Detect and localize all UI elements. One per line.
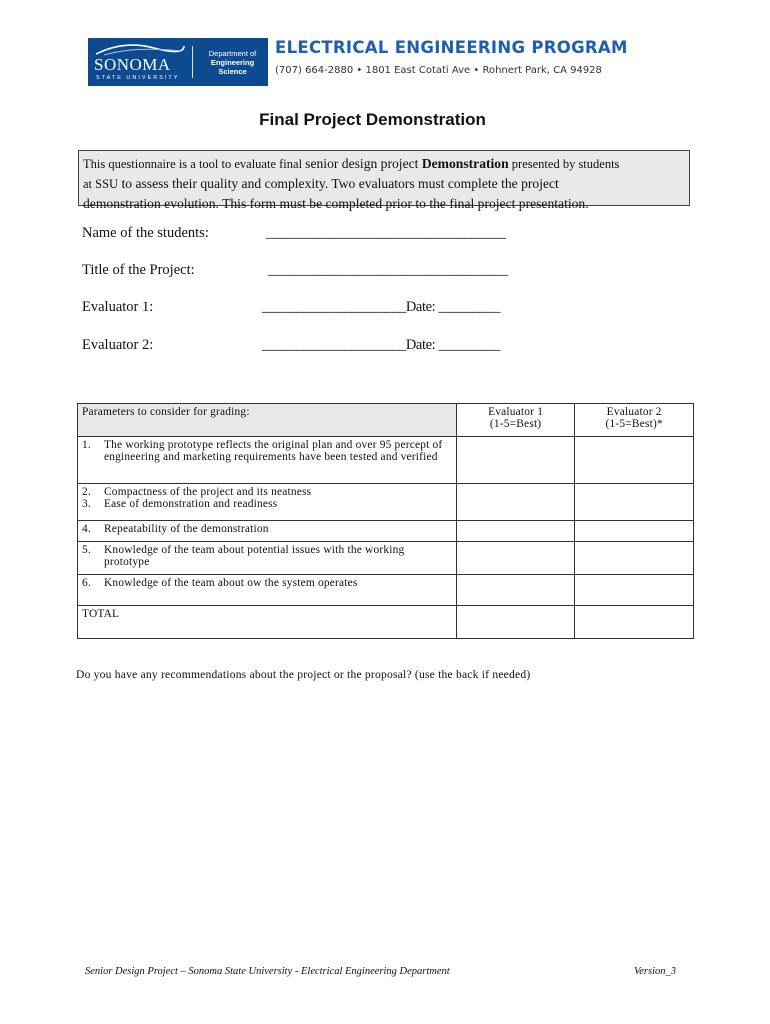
score-cell-evaluator2[interactable] xyxy=(575,521,694,542)
table-row xyxy=(78,542,694,575)
score-cell-evaluator1[interactable] xyxy=(456,484,575,521)
score-cell-evaluator1[interactable] xyxy=(456,521,575,542)
total-cell-evaluator1[interactable] xyxy=(456,606,575,639)
criterion-text: Knowledge of the team about ow the system operates xyxy=(104,577,358,589)
evaluator2-header xyxy=(575,404,694,437)
score-cell-evaluator2[interactable] xyxy=(575,437,694,484)
criterion-text: Repeatability of the demonstration xyxy=(104,523,269,535)
grading-table xyxy=(77,403,694,639)
criteria-header: Parameters to consider for grading: xyxy=(78,404,457,437)
intro-part4: at SSU xyxy=(83,177,119,191)
criterion-4 xyxy=(78,521,457,542)
logo-dept-line2: Engineering Science xyxy=(210,57,255,76)
total-cell-evaluator2[interactable] xyxy=(575,606,694,639)
intro-part1: This questionnaire is a tool to evaluate final xyxy=(83,157,306,171)
criterion-6 xyxy=(78,575,457,606)
table-total-row xyxy=(78,606,694,639)
criterion-number: 3. xyxy=(82,498,91,510)
table-row xyxy=(78,437,694,484)
program-contact: (707) 664-2880 • 1801 East Cotati Ave • Rohnert Park, CA 94928 xyxy=(275,65,602,76)
logo-department xyxy=(197,38,268,86)
criterion-number: 2. xyxy=(82,486,91,498)
evaluator1-input-line[interactable]: _____________________Date: _________ xyxy=(262,299,501,315)
logo-dept-line1: Department of xyxy=(208,48,257,58)
criterion-1 xyxy=(78,437,457,484)
table-header-row xyxy=(78,404,694,437)
logo-divider xyxy=(192,46,193,78)
intro-line3: demonstration evolution. This form must be completed prior to the final project presentation. xyxy=(83,196,589,211)
footer-left: Senior Design Project – Sonoma State University - Electrical Engineering Department xyxy=(85,966,450,977)
evaluator2-header-line2: (1-5=Best)* xyxy=(605,418,663,430)
evaluator1-header xyxy=(456,404,575,437)
score-cell-evaluator1[interactable] xyxy=(456,575,575,606)
evaluator1-label: Evaluator 1: xyxy=(82,299,154,315)
table-row xyxy=(78,484,694,521)
logo-subtitle: STATE UNIVERSITY xyxy=(96,75,180,81)
total-label: TOTAL xyxy=(78,606,457,639)
evaluator2-header-line1: Evaluator 2 xyxy=(606,406,662,418)
score-cell-evaluator1[interactable] xyxy=(456,437,575,484)
score-cell-evaluator1[interactable] xyxy=(456,542,575,575)
program-title: ELECTRICAL ENGINEERING PROGRAM xyxy=(275,38,628,57)
score-cell-evaluator2[interactable] xyxy=(575,484,694,521)
intro-emphasis: Demonstration xyxy=(421,156,509,171)
criterion-number: 1. xyxy=(82,439,91,451)
project-title-label: Title of the Project: xyxy=(82,262,195,278)
intro-part2: senior design project xyxy=(305,156,422,171)
intro-box xyxy=(78,150,690,211)
score-cell-evaluator2[interactable] xyxy=(575,575,694,606)
score-cell-evaluator2[interactable] xyxy=(575,542,694,575)
intro-part5: to assess their quality and complexity. Two evaluators must complete the project xyxy=(118,176,559,191)
document-title: Final Project Demonstration xyxy=(259,110,486,129)
evaluator1-header-line1: Evaluator 1 xyxy=(488,406,544,418)
intro-part3: presented by students xyxy=(508,157,620,171)
project-title-input-line[interactable]: ___________________________________ xyxy=(268,262,508,278)
recommendations-prompt: Do you have any recommendations about the project or the proposal? (use the back if needed) xyxy=(76,668,531,681)
university-logo xyxy=(88,38,268,86)
footer-version: Version_3 xyxy=(634,966,676,977)
criterion-number: 4. xyxy=(82,523,91,535)
logo-swoosh-icon xyxy=(94,42,186,56)
students-label: Name of the students: xyxy=(82,225,209,241)
criterion-5 xyxy=(78,542,457,575)
table-row xyxy=(78,575,694,606)
logo-wordmark xyxy=(88,38,188,86)
criterion-text: The working prototype reflects the original plan and over 95 percept of engineering and marketing requirements have been tested and verified xyxy=(104,439,443,463)
logo-name: SONOMA xyxy=(94,55,171,74)
criterion-text: Knowledge of the team about potential issues with the working prototype xyxy=(104,544,405,568)
students-input-line[interactable]: ___________________________________ xyxy=(266,225,506,241)
evaluator1-header-line2: (1-5=Best) xyxy=(489,418,542,430)
criterion-text: Ease of demonstration and readiness xyxy=(104,498,278,510)
criterion-text: Compactness of the project and its neatness xyxy=(104,486,312,498)
evaluator2-label: Evaluator 2: xyxy=(82,337,154,353)
criterion-2-3 xyxy=(78,484,457,521)
evaluator2-input-line[interactable]: _____________________Date: _________ xyxy=(262,337,501,353)
table-row xyxy=(78,521,694,542)
criterion-number: 5. xyxy=(82,544,91,556)
criterion-number: 6. xyxy=(82,577,91,589)
